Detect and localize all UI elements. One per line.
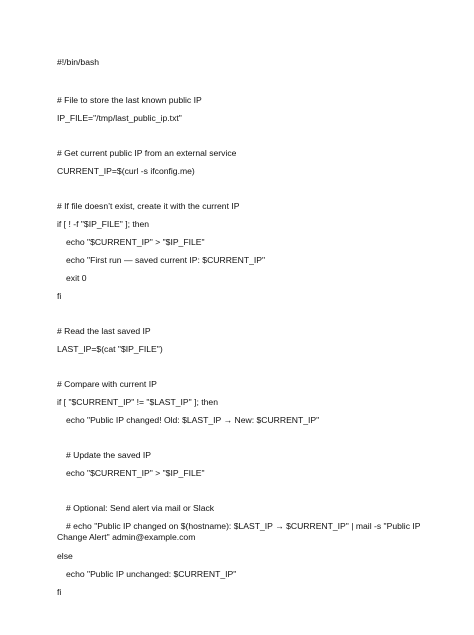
code-comment-compare: # Compare with current IP <box>57 379 157 389</box>
code-line-echo-update: echo "$CURRENT_IP" > "$IP_FILE" <box>66 468 205 478</box>
code-line-last-ip: LAST_IP=$(cat "$IP_FILE") <box>57 344 163 354</box>
code-comment-if-file: # If file doesn’t exist, create it with the current IP <box>57 201 240 211</box>
code-line-echo-changed: echo "Public IP changed! Old: $LAST_IP → New: $CURRENT_IP" <box>66 415 320 425</box>
code-line-mail-alert-text: # echo "Public IP changed on $(hostname): $LAST_IP → $CURRENT_IP" | mail -s "Public IP Change Alert" admin@example.com <box>57 521 421 542</box>
code-line-echo-first-run: echo "First run — saved current IP: $CURRENT_IP" <box>66 255 266 265</box>
code-comment-read-ip: # Read the last saved IP <box>57 326 151 336</box>
code-line-if-compare: if [ "$CURRENT_IP" != "$LAST_IP" ]; then <box>57 397 218 407</box>
code-line-shebang: #!/bin/bash <box>57 57 100 67</box>
code-line-current-ip: CURRENT_IP=$(curl -s ifconfig.me) <box>57 166 195 176</box>
code-comment-update: # Update the saved IP <box>66 450 152 460</box>
code-comment-get-ip: # Get current public IP from an external service <box>57 148 237 158</box>
code-comment-ip-file: # File to store the last known public IP <box>57 95 202 105</box>
code-line-exit: exit 0 <box>66 273 87 283</box>
code-line-fi-end: fi <box>57 587 62 597</box>
code-line-else: else <box>57 551 73 561</box>
code-line-echo-unchanged: echo "Public IP unchanged: $CURRENT_IP" <box>66 569 237 579</box>
code-line-fi: fi <box>57 291 62 301</box>
code-line-echo-save: echo "$CURRENT_IP" > "$IP_FILE" <box>66 237 205 247</box>
code-line-if-not-file: if [ ! -f "$IP_FILE" ]; then <box>57 219 150 229</box>
code-line-mail-alert <box>57 521 429 543</box>
code-comment-optional-alert: # Optional: Send alert via mail or Slack <box>66 503 215 513</box>
code-line-ip-file: IP_FILE="/tmp/last_public_ip.txt" <box>57 113 182 123</box>
